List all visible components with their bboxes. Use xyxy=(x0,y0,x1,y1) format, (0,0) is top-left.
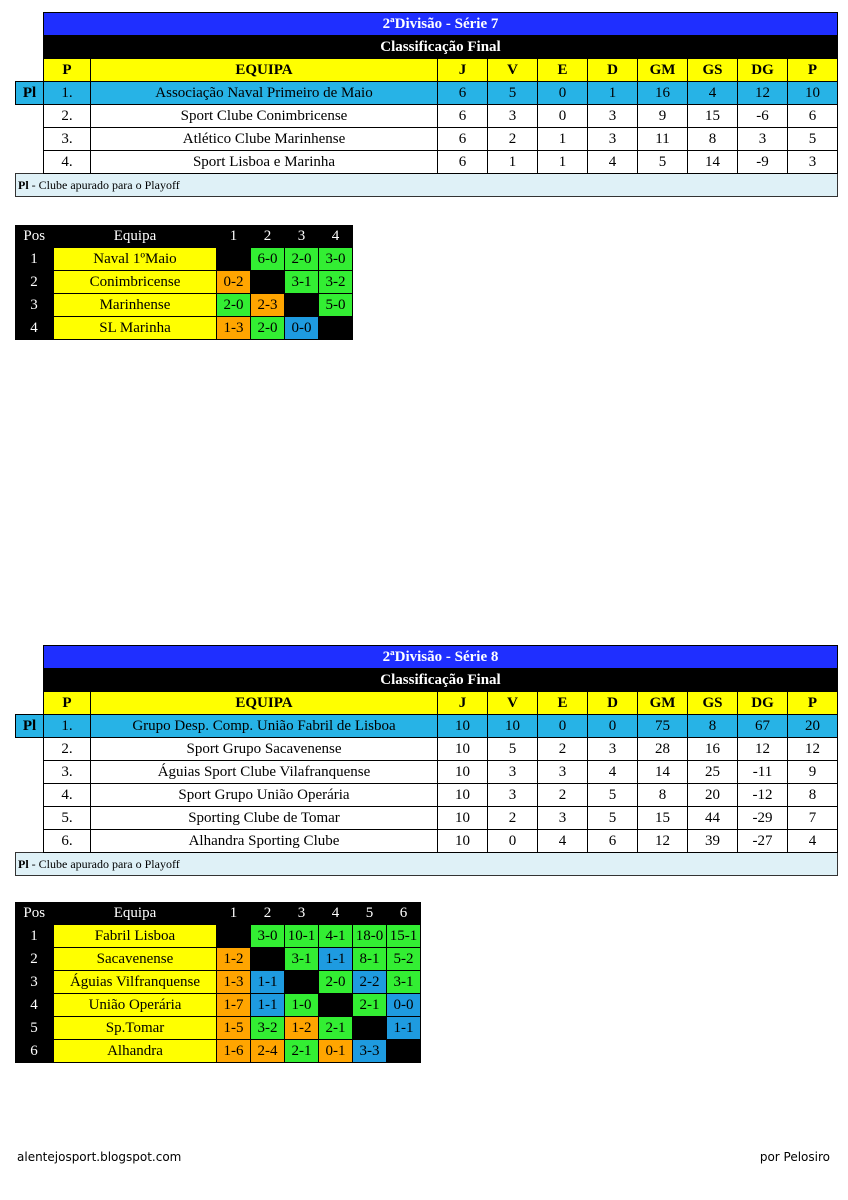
note-pl-label: Pl xyxy=(18,178,29,192)
matrix-header-team: Equipa xyxy=(54,902,217,925)
cell-e: 4 xyxy=(538,830,588,853)
matrix-header-pos: Pos xyxy=(15,225,54,248)
cell-dg: 3 xyxy=(738,128,788,151)
cell-j: 10 xyxy=(438,784,488,807)
col-dg: DG xyxy=(738,692,788,715)
cell-team: Grupo Desp. Comp. União Fabril de Lisboa xyxy=(91,715,438,738)
cell-j: 6 xyxy=(438,151,488,174)
cell-p: 10 xyxy=(788,82,838,105)
col-gm: GM xyxy=(638,692,688,715)
matrix-team: Alhandra xyxy=(54,1040,217,1063)
cell-e: 0 xyxy=(538,82,588,105)
col-pos: P xyxy=(44,692,91,715)
cell-pos: 6. xyxy=(44,830,91,853)
cell-d: 3 xyxy=(588,105,638,128)
cell-dg: -6 xyxy=(738,105,788,128)
matrix-score: 0-0 xyxy=(387,994,421,1017)
cell-gs: 44 xyxy=(688,807,738,830)
cell-gm: 28 xyxy=(638,738,688,761)
matrix-score: 2-4 xyxy=(251,1040,285,1063)
matrix-team: União Operária xyxy=(54,994,217,1017)
cell-v: 10 xyxy=(488,715,538,738)
matrix-score: 2-0 xyxy=(285,248,319,271)
cell-p: 9 xyxy=(788,761,838,784)
col-gs: GS xyxy=(688,59,738,82)
cell-e: 1 xyxy=(538,128,588,151)
matrix-score: 4-1 xyxy=(319,925,353,948)
row-spacer xyxy=(16,128,44,151)
row-spacer xyxy=(16,151,44,174)
serie8-subtitle: Classificação Final xyxy=(44,669,838,692)
cell-v: 3 xyxy=(488,761,538,784)
standings-row xyxy=(16,761,838,784)
cell-d: 1 xyxy=(588,82,638,105)
matrix-score: 3-0 xyxy=(319,248,353,271)
col-gm: GM xyxy=(638,59,688,82)
matrix-score: 2-0 xyxy=(217,294,251,317)
col-v: V xyxy=(488,59,538,82)
standings-row xyxy=(16,715,838,738)
cell-d: 4 xyxy=(588,151,638,174)
standings-row xyxy=(16,151,838,174)
standings-row xyxy=(16,105,838,128)
cell-gm: 15 xyxy=(638,807,688,830)
cell-e: 3 xyxy=(538,761,588,784)
row-spacer xyxy=(16,784,44,807)
note-pl-label: Pl xyxy=(18,857,29,871)
cell-dg: 67 xyxy=(738,715,788,738)
matrix-score: 2-1 xyxy=(319,1017,353,1040)
matrix-score: 5-2 xyxy=(387,948,421,971)
matrix-self-cell xyxy=(285,294,319,317)
serie8-standings xyxy=(15,645,838,876)
matrix-score: 1-3 xyxy=(217,317,251,340)
matrix-header-col: 5 xyxy=(353,902,387,925)
matrix-score: 3-1 xyxy=(387,971,421,994)
serie8-rows xyxy=(16,715,838,853)
cell-gs: 8 xyxy=(688,128,738,151)
cell-team: Sport Lisboa e Marinha xyxy=(91,151,438,174)
cell-d: 0 xyxy=(588,715,638,738)
matrix-row xyxy=(15,971,421,994)
cell-e: 1 xyxy=(538,151,588,174)
matrix-self-cell xyxy=(319,994,353,1017)
note-text: - Clube apurado para o Playoff xyxy=(28,178,180,192)
cell-dg: -12 xyxy=(738,784,788,807)
matrix-header-col: 3 xyxy=(285,902,319,925)
matrix-score: 3-3 xyxy=(353,1040,387,1063)
footer-author: por Pelosiro xyxy=(759,1150,830,1164)
matrix-pos: 3 xyxy=(15,971,54,994)
col-points: P xyxy=(788,59,838,82)
cell-pos: 4. xyxy=(44,151,91,174)
row-spacer xyxy=(16,738,44,761)
cell-gm: 8 xyxy=(638,784,688,807)
cell-pos: 2. xyxy=(44,105,91,128)
matrix-score: 6-0 xyxy=(251,248,285,271)
cell-pos: 1. xyxy=(44,715,91,738)
matrix-score: 1-1 xyxy=(319,948,353,971)
cell-p: 8 xyxy=(788,784,838,807)
playoff-badge: Pl xyxy=(16,82,44,105)
matrix-team: Fabril Lisboa xyxy=(54,925,217,948)
cell-pos: 5. xyxy=(44,807,91,830)
cell-d: 3 xyxy=(588,128,638,151)
cell-j: 10 xyxy=(438,807,488,830)
matrix-header-col: 6 xyxy=(387,902,421,925)
cell-d: 5 xyxy=(588,784,638,807)
matrix-score: 5-0 xyxy=(319,294,353,317)
matrix-row xyxy=(15,925,421,948)
serie7-title: 2ªDivisão - Série 7 xyxy=(44,13,838,36)
standings-row xyxy=(16,128,838,151)
matrix-pos: 4 xyxy=(15,994,54,1017)
matrix-row xyxy=(15,1017,421,1040)
matrix-score: 1-1 xyxy=(251,971,285,994)
matrix-score: 18-0 xyxy=(353,925,387,948)
cell-v: 5 xyxy=(488,82,538,105)
footer-site-link[interactable]: alentejosport.blogspot.com xyxy=(17,1150,182,1164)
matrix-score: 3-1 xyxy=(285,948,319,971)
cell-d: 5 xyxy=(588,807,638,830)
cell-team: Sport Grupo União Operária xyxy=(91,784,438,807)
matrix-score: 1-0 xyxy=(285,994,319,1017)
matrix-team: Conimbricense xyxy=(54,271,217,294)
cell-j: 10 xyxy=(438,715,488,738)
cell-gm: 16 xyxy=(638,82,688,105)
matrix-pos: 1 xyxy=(15,248,54,271)
cell-gs: 14 xyxy=(688,151,738,174)
cell-gs: 4 xyxy=(688,82,738,105)
serie8-results-matrix xyxy=(15,902,421,1063)
cell-v: 3 xyxy=(488,784,538,807)
matrix-pos: 3 xyxy=(15,294,54,317)
col-team: EQUIPA xyxy=(91,692,438,715)
matrix-pos: 4 xyxy=(15,317,54,340)
cell-gs: 15 xyxy=(688,105,738,128)
cell-d: 3 xyxy=(588,738,638,761)
cell-gm: 14 xyxy=(638,761,688,784)
matrix-pos: 2 xyxy=(15,271,54,294)
matrix-score: 1-5 xyxy=(217,1017,251,1040)
cell-p: 5 xyxy=(788,128,838,151)
cell-d: 6 xyxy=(588,830,638,853)
cell-p: 6 xyxy=(788,105,838,128)
matrix-score: 2-3 xyxy=(251,294,285,317)
cell-gs: 20 xyxy=(688,784,738,807)
cell-v: 5 xyxy=(488,738,538,761)
serie8-note xyxy=(16,853,838,876)
cell-gs: 8 xyxy=(688,715,738,738)
cell-gs: 16 xyxy=(688,738,738,761)
cell-gs: 39 xyxy=(688,830,738,853)
matrix-row xyxy=(15,294,353,317)
cell-gm: 9 xyxy=(638,105,688,128)
matrix-score: 1-2 xyxy=(285,1017,319,1040)
matrix-self-cell xyxy=(251,271,285,294)
matrix-score: 3-0 xyxy=(251,925,285,948)
matrix-score: 2-1 xyxy=(285,1040,319,1063)
col-d: D xyxy=(588,692,638,715)
cell-team: Sport Grupo Sacavenense xyxy=(91,738,438,761)
matrix-header-col: 1 xyxy=(217,225,251,248)
matrix-score: 8-1 xyxy=(353,948,387,971)
row-spacer xyxy=(16,105,44,128)
cell-gm: 11 xyxy=(638,128,688,151)
serie7-note xyxy=(16,174,838,197)
matrix-header-col: 2 xyxy=(251,902,285,925)
serie7-rows xyxy=(16,82,838,174)
cell-v: 2 xyxy=(488,128,538,151)
cell-gm: 12 xyxy=(638,830,688,853)
matrix-score: 1-1 xyxy=(251,994,285,1017)
cell-team: Sporting Clube de Tomar xyxy=(91,807,438,830)
matrix-pos: 1 xyxy=(15,925,54,948)
serie7-results-matrix xyxy=(15,225,353,340)
cell-p: 3 xyxy=(788,151,838,174)
cell-gm: 5 xyxy=(638,151,688,174)
cell-dg: -29 xyxy=(738,807,788,830)
matrix-self-cell xyxy=(217,925,251,948)
matrix-header-team: Equipa xyxy=(54,225,217,248)
cell-j: 10 xyxy=(438,830,488,853)
col-v: V xyxy=(488,692,538,715)
col-gs: GS xyxy=(688,692,738,715)
matrix-self-cell xyxy=(319,317,353,340)
matrix-self-cell xyxy=(353,1017,387,1040)
cell-dg: -27 xyxy=(738,830,788,853)
matrix-self-cell xyxy=(217,248,251,271)
matrix-team: Naval 1ºMaio xyxy=(54,248,217,271)
cell-gs: 25 xyxy=(688,761,738,784)
matrix-header-col: 4 xyxy=(319,902,353,925)
col-pos: P xyxy=(44,59,91,82)
cell-v: 2 xyxy=(488,807,538,830)
cell-p: 7 xyxy=(788,807,838,830)
cell-team: Atlético Clube Marinhense xyxy=(91,128,438,151)
cell-team: Águias Sport Clube Vilafranquense xyxy=(91,761,438,784)
col-e: E xyxy=(538,59,588,82)
serie8-title: 2ªDivisão - Série 8 xyxy=(44,646,838,669)
cell-j: 6 xyxy=(438,128,488,151)
cell-dg: -9 xyxy=(738,151,788,174)
cell-pos: 1. xyxy=(44,82,91,105)
matrix-team: Marinhense xyxy=(54,294,217,317)
cell-e: 3 xyxy=(538,807,588,830)
cell-p: 4 xyxy=(788,830,838,853)
matrix-team: SL Marinha xyxy=(54,317,217,340)
matrix-header-pos: Pos xyxy=(15,902,54,925)
cell-pos: 3. xyxy=(44,128,91,151)
serie8-matrix-table xyxy=(15,902,421,1063)
matrix-team: Sacavenense xyxy=(54,948,217,971)
matrix-score: 0-0 xyxy=(285,317,319,340)
matrix-team: Sp.Tomar xyxy=(54,1017,217,1040)
row-spacer xyxy=(16,761,44,784)
cell-pos: 4. xyxy=(44,784,91,807)
standings-row xyxy=(16,82,838,105)
matrix-self-cell xyxy=(251,948,285,971)
cell-j: 6 xyxy=(438,82,488,105)
cell-team: Alhandra Sporting Clube xyxy=(91,830,438,853)
col-j: J xyxy=(438,692,488,715)
matrix-score: 1-1 xyxy=(387,1017,421,1040)
col-d: D xyxy=(588,59,638,82)
cell-v: 3 xyxy=(488,105,538,128)
cell-dg: -11 xyxy=(738,761,788,784)
matrix-row xyxy=(15,271,353,294)
matrix-score: 2-0 xyxy=(251,317,285,340)
matrix-self-cell xyxy=(285,971,319,994)
matrix-score: 0-1 xyxy=(319,1040,353,1063)
cell-p: 20 xyxy=(788,715,838,738)
row-spacer xyxy=(16,830,44,853)
matrix-header-col: 3 xyxy=(285,225,319,248)
matrix-team: Águias Vilfranquense xyxy=(54,971,217,994)
standings-row xyxy=(16,738,838,761)
col-e: E xyxy=(538,692,588,715)
cell-e: 2 xyxy=(538,738,588,761)
matrix-score: 2-1 xyxy=(353,994,387,1017)
matrix-self-cell xyxy=(387,1040,421,1063)
matrix-score: 1-7 xyxy=(217,994,251,1017)
cell-j: 10 xyxy=(438,738,488,761)
matrix-row xyxy=(15,1040,421,1063)
cell-dg: 12 xyxy=(738,82,788,105)
matrix-pos: 2 xyxy=(15,948,54,971)
matrix-score: 1-2 xyxy=(217,948,251,971)
cell-dg: 12 xyxy=(738,738,788,761)
matrix-header-col: 2 xyxy=(251,225,285,248)
matrix-score: 3-2 xyxy=(319,271,353,294)
matrix-row xyxy=(15,248,353,271)
standings-row xyxy=(16,807,838,830)
matrix-header-col: 4 xyxy=(319,225,353,248)
matrix-score: 3-1 xyxy=(285,271,319,294)
cell-pos: 2. xyxy=(44,738,91,761)
cell-v: 0 xyxy=(488,830,538,853)
serie7-subtitle: Classificação Final xyxy=(44,36,838,59)
cell-d: 4 xyxy=(588,761,638,784)
cell-pos: 3. xyxy=(44,761,91,784)
serie7-matrix-table xyxy=(15,225,353,340)
matrix-score: 3-2 xyxy=(251,1017,285,1040)
matrix-row xyxy=(15,994,421,1017)
standings-row xyxy=(16,830,838,853)
serie7-standings xyxy=(15,12,838,197)
matrix-score: 15-1 xyxy=(387,925,421,948)
matrix-score: 10-1 xyxy=(285,925,319,948)
cell-e: 0 xyxy=(538,715,588,738)
row-spacer xyxy=(16,807,44,830)
matrix-pos: 5 xyxy=(15,1017,54,1040)
matrix-score: 2-0 xyxy=(319,971,353,994)
matrix-row xyxy=(15,948,421,971)
col-team: EQUIPA xyxy=(91,59,438,82)
matrix-score: 0-2 xyxy=(217,271,251,294)
matrix-score: 2-2 xyxy=(353,971,387,994)
col-dg: DG xyxy=(738,59,788,82)
cell-j: 6 xyxy=(438,105,488,128)
cell-e: 2 xyxy=(538,784,588,807)
cell-p: 12 xyxy=(788,738,838,761)
cell-e: 0 xyxy=(538,105,588,128)
matrix-score: 1-6 xyxy=(217,1040,251,1063)
playoff-badge: Pl xyxy=(16,715,44,738)
matrix-score: 1-3 xyxy=(217,971,251,994)
col-j: J xyxy=(438,59,488,82)
matrix-pos: 6 xyxy=(15,1040,54,1063)
standings-row xyxy=(16,784,838,807)
col-points: P xyxy=(788,692,838,715)
cell-v: 1 xyxy=(488,151,538,174)
cell-j: 10 xyxy=(438,761,488,784)
cell-team: Associação Naval Primeiro de Maio xyxy=(91,82,438,105)
matrix-header-col: 1 xyxy=(217,902,251,925)
note-text: - Clube apurado para o Playoff xyxy=(28,857,180,871)
matrix-row xyxy=(15,317,353,340)
cell-team: Sport Clube Conimbricense xyxy=(91,105,438,128)
cell-gm: 75 xyxy=(638,715,688,738)
